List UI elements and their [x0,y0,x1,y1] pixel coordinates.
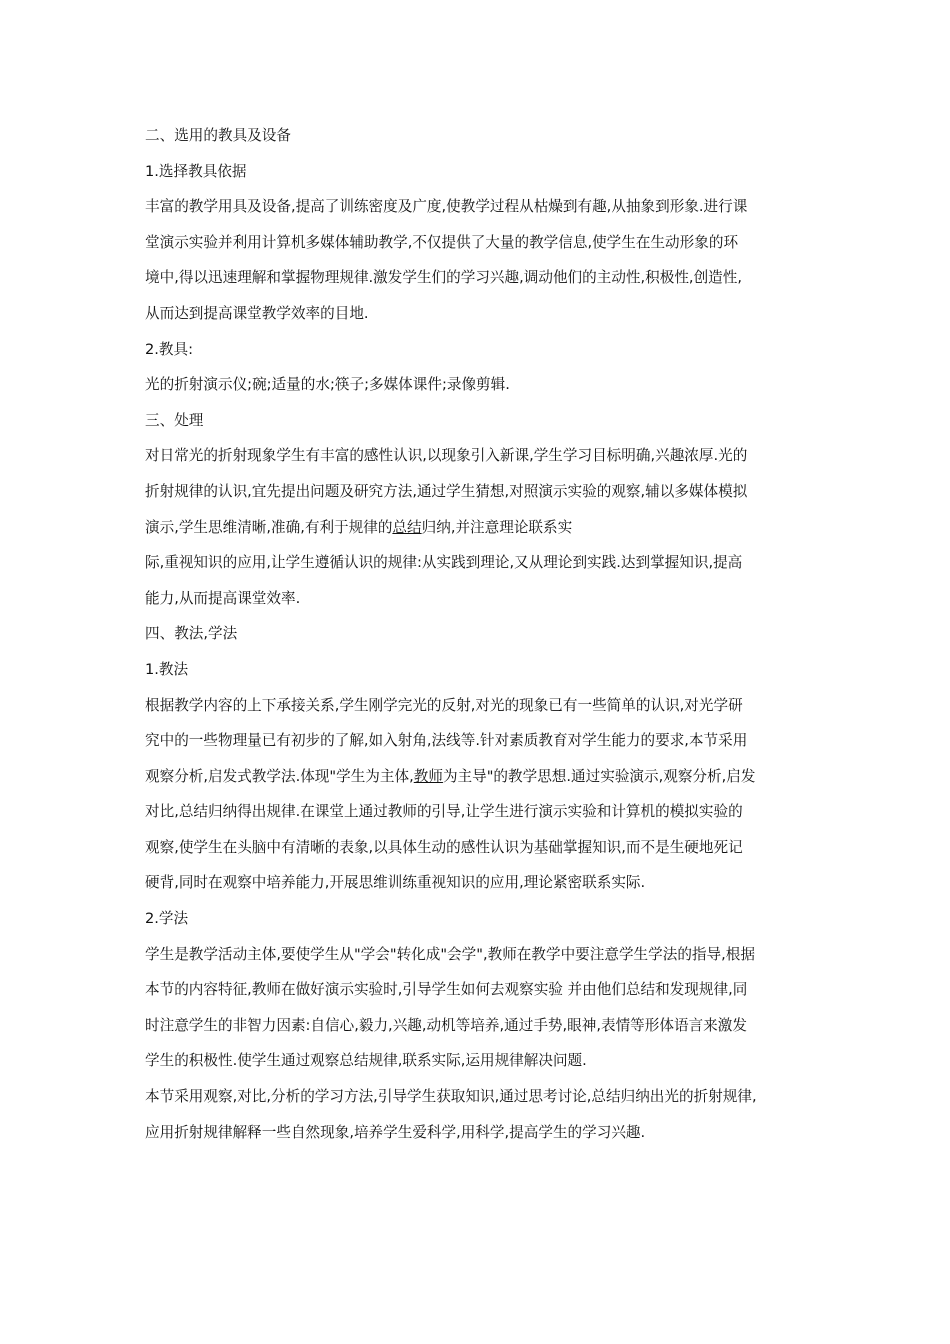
paragraph-line: 根据教学内容的上下承接关系,学生刚学完光的反射,对光的现象已有一些简单的认识,对光学研 [145,696,743,714]
subsection-heading: 1.选择教具依据 [145,162,247,180]
paragraph-line: 际,重视知识的应用,让学生遵循认识的规律:从实践到理论,又从理论到实践.达到掌握知识,提高 [145,554,743,572]
paragraph-line: 硬背,同时在观察中培养能力,开展思维训练重视知识的应用,理论紧密联系实际. [145,874,646,892]
underlined-link[interactable]: 总结 [392,518,422,536]
section-heading: 二、选用的教具及设备 [145,127,291,144]
text-run: 归纳,并注意理论联系实 [421,518,573,536]
paragraph-line: 时注意学生的非智力因素:自信心,毅力,兴趣,动机等培养,通过手势,眼神,表情等形体语言来激发 [145,1016,747,1034]
document-body [145,126,815,1158]
paragraph-line: 折射规律的认识,宜先提出问题及研究方法,通过学生猜想,对照演示实验的观察,辅以多媒体模拟 [145,482,748,500]
paragraph-line: 丰富的教学用具及设备,提高了训练密度及广度,使教学过程从枯燥到有趣,从抽象到形象.进行课 [145,198,748,216]
paragraph-line: 能力,从而提高课堂效率. [145,589,301,607]
paragraph-line: 对比,总结归纳得出规律.在课堂上通过教师的引导,让学生进行演示实验和计算机的模拟实验的 [145,803,743,821]
section-heading: 四、教法,学法 [145,625,238,643]
subsection-heading: 2.学法 [145,910,189,928]
paragraph-line: 本节采用观察,对比,分析的学习方法,引导学生获取知识,通过思考讨论,总结归纳出光的折射规律, [145,1088,757,1106]
paragraph-line [145,767,815,787]
text-run: 演示,学生思维清晰,准确,有利于规律的 [145,518,393,536]
text-run: 观察分析,启发式教学法.体现"学生为主体, [145,767,414,785]
paragraph-line: 学生是教学活动主体,要使学生从"学会"转化成"会学",教师在教学中要注意学生学法的指导,根据 [145,945,755,963]
section-heading: 三、处理 [145,411,204,429]
paragraph-line: 究中的一些物理量已有初步的了解,如入射角,法线等.针对素质教育对学生能力的要求,本节采用 [145,732,748,750]
paragraph-line: 应用折射规律解释一些自然现象,培养学生爱科学,用科学,提高学生的学习兴趣. [145,1123,646,1141]
paragraph-line: 光的折射演示仪;碗;适量的水;筷子;多媒体课件;录像剪辑. [145,376,510,394]
underlined-link[interactable]: 教师 [413,767,443,785]
paragraph-line: 本节的内容特征,教师在做好演示实验时,引导学生如何去观察实验 并由他们总结和发现规律,同 [145,981,748,999]
paragraph-line: 学生的积极性.使学生通过观察总结规律,联系实际,运用规律解决问题. [145,1052,587,1070]
paragraph-line: 对日常光的折射现象学生有丰富的感性认识,以现象引入新课,学生学习目标明确,兴趣浓厚.光的 [145,447,748,465]
paragraph-line [145,518,815,538]
paragraph-line: 观察,使学生在头脑中有清晰的表象,以具体生动的感性认识为基础掌握知识,而不是生硬地死记 [145,838,743,856]
paragraph-line: 堂演示实验并利用计算机多媒体辅助教学,不仅提供了大量的教学信息,使学生在生动形象的环 [145,233,739,251]
paragraph-line: 从而达到提高课堂教学效率的目地. [145,304,369,322]
paragraph-line: 境中,得以迅速理解和掌握物理规律.激发学生们的学习兴趣,调动他们的主动性,积极性,创造性, [145,269,742,287]
subsection-heading: 2.教具: [145,340,194,358]
text-run: 为主导"的教学思想.通过实验演示,观察分析,启发 [442,767,756,785]
subsection-heading: 1.教法 [145,660,189,678]
